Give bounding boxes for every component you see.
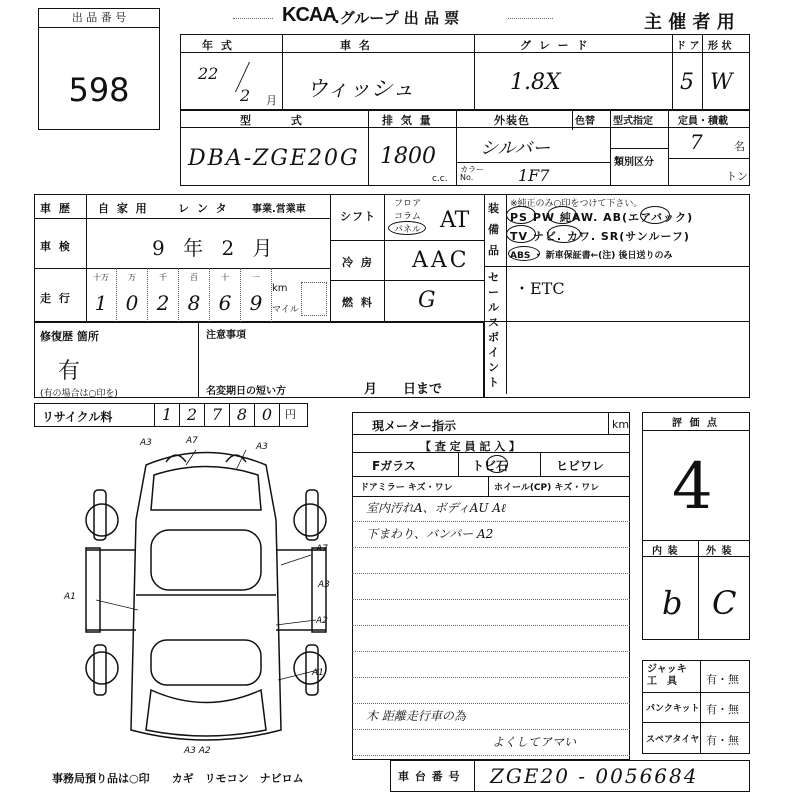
rental-label: レ ン タ	[178, 202, 229, 215]
exterior-color-value: シルバー	[480, 138, 551, 159]
chassis-value: ZGE20 - 0056684	[490, 764, 699, 788]
note-line	[352, 548, 630, 574]
note-line	[352, 600, 630, 626]
mileage-cell	[210, 268, 241, 322]
shift-floor: フロア	[394, 199, 422, 209]
mark-a2-right: A2	[316, 616, 328, 626]
displacement-value: 1800	[380, 144, 436, 169]
note-text: 室内汚れA、ボディAU Aℓ	[366, 501, 506, 515]
repair-value: 有	[58, 359, 81, 384]
note-line	[352, 626, 630, 652]
lot-box	[38, 8, 160, 130]
tons-unit: トン	[726, 170, 748, 183]
form-title: .グループ 出 品 票	[334, 9, 460, 27]
lot-number: 598	[68, 71, 130, 109]
meter-km: km	[612, 418, 630, 431]
caution-label: 注意事項	[206, 330, 246, 341]
grade-value: 4	[672, 450, 713, 524]
capacity-value: 7	[690, 130, 703, 154]
exterior-color-label: 外装色	[494, 114, 530, 127]
abs-circle	[508, 246, 540, 261]
color-code-label: カラー No.	[460, 165, 484, 182]
title-dots-right	[508, 18, 553, 19]
month-unit: 月	[266, 94, 277, 107]
inspection-label: 車 検	[40, 240, 72, 253]
equipment-label: 装 備 品	[488, 202, 499, 257]
shift-panel-circle	[388, 221, 426, 235]
glass-crack-label: ヒビワレ	[556, 459, 605, 473]
car-name-value: ウィッシュ	[306, 77, 415, 102]
note-line	[352, 522, 630, 548]
ab-circle	[640, 206, 670, 224]
short-period-label: 名変期日の短い方	[206, 386, 286, 397]
mileage-digits	[86, 268, 272, 322]
shape-label: 形 状	[708, 41, 732, 52]
brand-logo: KCAA	[282, 4, 336, 26]
mileage-digit: 6	[218, 291, 232, 315]
mark-a7-right: A7	[316, 544, 328, 554]
glass-tobi-circle	[486, 455, 508, 473]
recycle-digit: 2	[179, 403, 204, 427]
puncture-kit-label: パンクキット	[646, 704, 700, 714]
history-label: 車 歴	[40, 202, 72, 215]
recycle-digit: 1	[154, 403, 179, 427]
spare-tire-label: スペアタイヤ	[646, 735, 700, 745]
shift-column: コラム	[394, 212, 421, 222]
grade-label: グ レ ー ド	[520, 39, 590, 52]
shape-value: W	[710, 70, 733, 95]
grade-value: 1.8X	[510, 70, 561, 95]
car-diagram	[56, 430, 356, 760]
recycle-digit: 0	[254, 403, 279, 427]
grade-label: 評 価 点	[672, 418, 719, 429]
doors-value: 5	[680, 70, 694, 95]
mark-a3-front-left: A3	[140, 438, 152, 448]
mark-a3-a2-rear: A3 A2	[184, 746, 211, 756]
navi-circle	[547, 225, 581, 243]
note-text: よくしてアマい	[492, 735, 577, 749]
note-line	[352, 678, 630, 704]
year-value: 22	[198, 64, 219, 83]
interior-label: 内 装	[652, 546, 679, 557]
mile-checkbox	[301, 282, 327, 316]
sales-point-label: セ ー ル ス ポ イ ン ト	[488, 271, 499, 389]
mileage-digit: 9	[249, 291, 263, 315]
note-line	[352, 704, 630, 730]
equipment-row-2: TV ナビ. カワ. SR(サンルーフ)	[510, 230, 690, 243]
interior-value: b	[662, 584, 683, 622]
model-designation-label: 型式指定	[613, 116, 653, 127]
spare-tire-value: 有・無	[706, 734, 739, 747]
aircon-label: 冷 房	[342, 256, 374, 269]
km-label: km	[272, 283, 288, 294]
tv-circle	[506, 225, 536, 243]
equipment-row-3: ABS ・ 新車保証書←(注) 後日送りのみ	[510, 251, 673, 261]
exterior-value: C	[712, 584, 737, 622]
pw-circle	[547, 206, 577, 224]
model-label: 型 式	[240, 114, 320, 127]
office-items: 事務局預り品は○印 カギ リモコン ナビロム	[52, 772, 304, 785]
color-code-value: 1F7	[518, 166, 550, 185]
mileage-unit: 十	[221, 273, 229, 282]
shift-value: AT	[440, 208, 470, 233]
mark-a3-right: A3	[318, 580, 330, 590]
recycle-yen: 円	[279, 403, 301, 427]
cc-unit: c.c.	[432, 174, 448, 184]
puncture-kit-value: 有・無	[706, 703, 739, 716]
mileage-unit: 一	[252, 273, 260, 282]
year-label: 年 式	[202, 39, 234, 52]
equipment-row-1: PS PW 純AW. AB(エアバック)	[510, 211, 694, 224]
mark-a7-front: A7	[186, 436, 198, 446]
mileage-unit: 十万	[93, 273, 109, 282]
inspector-section-label: 【 査 定 員 記 入 】	[420, 440, 520, 453]
mark-a1-rear-right: A1	[312, 668, 324, 678]
exterior-label: 外 装	[706, 546, 733, 557]
door-mirror-label: ドアミラー キズ・ワレ	[360, 483, 453, 493]
inspection-value: 9 年 2 月	[152, 236, 279, 260]
ps-circle	[506, 206, 536, 224]
mark-a3-front-right: A3	[256, 442, 268, 452]
mileage-unit: 万	[128, 273, 136, 282]
doors-label: ド ア	[676, 41, 700, 52]
recycle-digits	[154, 403, 308, 427]
fuel-label: 燃 料	[342, 296, 374, 309]
repair-label: 修復歴 箇所	[40, 330, 99, 343]
note-text: 木 距離走行車の為	[366, 709, 466, 723]
mileage-cell	[117, 268, 148, 322]
mileage-digit: 8	[187, 291, 201, 315]
equipment-note: ※純正のみ○印をつけて下さい。	[510, 199, 643, 209]
jack-tools-label: ジャッキ 工 具	[647, 664, 687, 687]
shift-label: シフト	[340, 210, 376, 223]
month-day-label: 月 日まで	[364, 382, 443, 397]
mileage-cell	[179, 268, 210, 322]
category-label: 類別区分	[614, 157, 654, 168]
fuel-value: G	[418, 288, 436, 313]
aircon-value: AAC	[412, 248, 470, 273]
displacement-label: 排 気 量	[382, 114, 433, 127]
mile-label: マイル	[272, 305, 299, 315]
title-dots-left	[233, 18, 273, 19]
recycle-digit: 8	[229, 403, 254, 427]
jack-tools-value: 有・無	[706, 673, 739, 686]
repair-note: (有の場合は○印を)	[40, 389, 118, 399]
name-label: 車 名	[340, 39, 372, 52]
lot-label: 出 品 番 号	[39, 9, 159, 28]
mileage-cell	[241, 268, 272, 322]
mark-a1-left: A1	[64, 592, 76, 602]
mileage-unit: 千	[159, 273, 167, 282]
meter-label: 現メーター指示	[372, 419, 457, 433]
capacity-label: 定員・積載	[678, 116, 728, 127]
business-label: 事業.営業車	[252, 204, 306, 215]
note-text: 下まわり、バンパー A2	[366, 527, 494, 541]
private-use-label: 自 家 用	[98, 202, 149, 215]
wheel-label: ホイール(CP) キズ・ワレ	[494, 483, 600, 493]
note-line	[352, 496, 630, 522]
glass-label: Fガラス	[372, 459, 416, 473]
month-value: 2	[240, 86, 251, 105]
organizer-label: 主 催 者 用	[644, 12, 735, 33]
glass-tobi-label: トビ石	[472, 459, 509, 473]
mileage-label: 走 行	[40, 292, 72, 305]
chassis-label: 車 台 番 号	[398, 770, 461, 783]
sales-point-value: ・ETC	[514, 279, 565, 298]
sales-point-area	[484, 266, 750, 398]
note-line	[352, 730, 630, 756]
mileage-digit: 0	[125, 291, 139, 315]
note-line	[352, 652, 630, 678]
mileage-cell	[86, 268, 117, 322]
color-swap-label: 色替	[575, 116, 595, 127]
mileage-cell	[148, 268, 179, 322]
mileage-digit: 1	[94, 291, 108, 315]
shift-panel: パネル	[394, 225, 422, 235]
persons-unit: 名	[734, 140, 745, 153]
note-line	[352, 574, 630, 600]
mileage-digit: 2	[156, 291, 170, 315]
recycle-label: リサイクル料	[42, 410, 113, 424]
model-value: DBA-ZGE20G	[188, 146, 360, 171]
mileage-unit: 百	[190, 273, 198, 282]
recycle-digit: 7	[204, 403, 229, 427]
